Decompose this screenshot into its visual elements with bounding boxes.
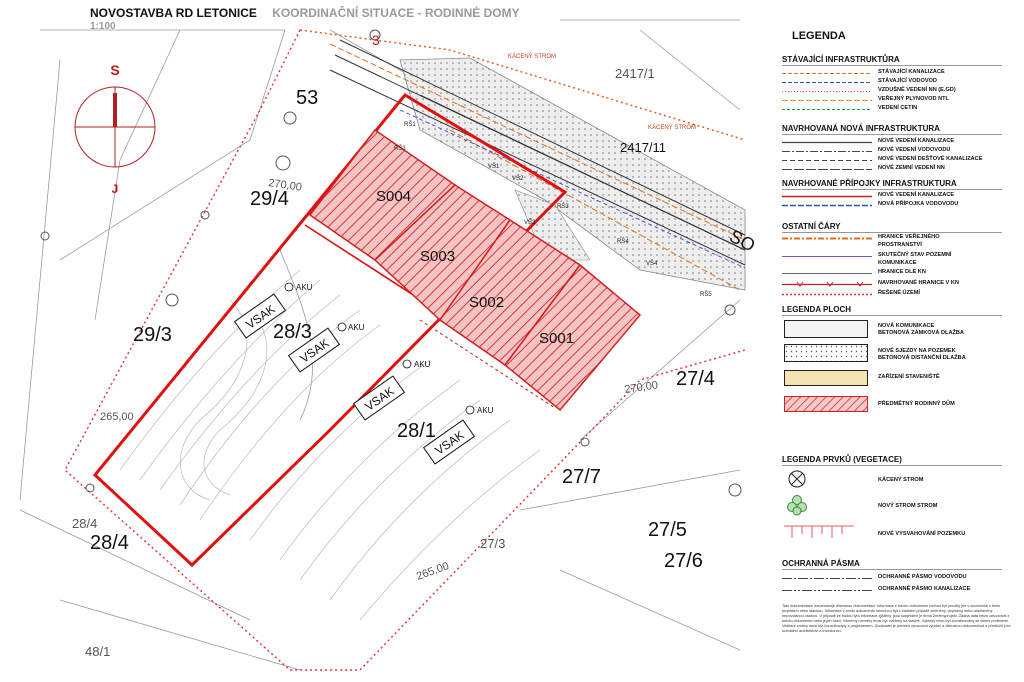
legend-section-existing: STÁVAJÍCÍ INFRASTRUKTŮRA	[782, 55, 1002, 66]
legend-item: NOVÉ VEDENÍ KANALIZACE	[778, 192, 1018, 201]
vsak-label-1: VSAK	[243, 301, 278, 332]
vs2-label: VŠ2	[512, 176, 524, 182]
parcel-27-6: 27/6	[664, 550, 703, 572]
aku-label-3: AKU	[414, 360, 431, 369]
legend-symbol	[782, 138, 872, 147]
legend-item: STÁVAJÍCÍ VODOVOD	[778, 78, 1018, 87]
legend-symbol	[782, 165, 872, 174]
legend-section-vegetation: LEGENDA PRVKŮ (VEGETACE)	[782, 455, 1002, 466]
contour-270-a: 270,00	[267, 177, 303, 194]
parcel-28-4: 28/4	[90, 532, 129, 554]
legend-section-connections: NAVRHOVANÉ PŘÍPOJKY INFRASTRUKTURA	[782, 179, 1002, 190]
legend-symbol	[782, 192, 872, 201]
vsak-label-3: VSAK	[362, 383, 397, 414]
legend-section-areas: LEGENDA PLOCH	[782, 305, 1002, 316]
legend-item: NOVÉ VEDENÍ KANALIZACE	[778, 138, 1018, 147]
street-label: SO	[726, 225, 759, 256]
parcel-labels-medium	[620, 140, 666, 155]
compass-south-label: J	[111, 182, 119, 196]
parcel-53: 53	[296, 87, 319, 109]
vsak-3	[354, 376, 405, 420]
vsak-label-4: VSAK	[432, 427, 467, 458]
parcel-27-3: 27/3	[480, 536, 506, 551]
parcel-3: 3	[372, 32, 380, 48]
vs4-label: VŠ4	[646, 261, 658, 267]
contour-265-a: 265,00	[100, 411, 134, 423]
legend-item: STÁVAJÍCÍ KANALIZACE	[778, 69, 1018, 78]
contour-265-b: 265,00	[414, 560, 451, 583]
legend-item: HRANICE VEŘEJNÉHO	[778, 234, 1018, 243]
legend-symbol	[782, 156, 872, 165]
project-title: NOVOSTAVBA RD LETONICE	[90, 6, 257, 20]
parcel-2417-11: 2417/11	[620, 140, 667, 155]
legend-item: OCHRANNÉ PÁSMO KANALIZACE	[778, 586, 1018, 595]
rs3-label: RŠ3	[557, 204, 569, 210]
legend-item: VEŘEJNÝ PLYNOVOD NTL	[778, 96, 1018, 105]
parcel-27-5: 27/5	[648, 519, 687, 541]
parcel-2417-1: 2417/1	[615, 66, 655, 81]
house-label-s004: S004	[376, 188, 412, 205]
rs2-label: RŠ1	[394, 146, 406, 152]
rs4-label: RŠ4	[617, 239, 629, 245]
legend-item: NOVÉ VEDENÍ DEŠŤOVÉ KANALIZACE	[778, 156, 1018, 165]
vsak-label-2: VSAK	[297, 335, 332, 366]
parcel-29-3: 29/3	[133, 324, 172, 346]
legend-item: KÁCENÝ STROM	[878, 477, 924, 483]
legend-symbol	[782, 280, 872, 289]
aku-label-2: AKU	[348, 323, 365, 332]
legend-item: NOVÉ ZEMNÍ VEDENÍ NN	[778, 165, 1018, 174]
rs1-label: RŠ1	[404, 122, 416, 128]
legend-item: VZDUŠNÉ VEDENÍ NN (E.GD)	[778, 87, 1018, 96]
parcel-27-7: 27/7	[562, 466, 601, 488]
legend-symbol	[782, 147, 872, 156]
legend-item: PŘEDMĚTNÝ RODINNÝ DŮM	[878, 401, 955, 407]
legend-section-protection: OCHRANNÁ PÁSMA	[782, 559, 1002, 570]
legend-symbol	[782, 78, 872, 87]
aku-label-1: AKU	[296, 283, 313, 292]
parcel-28-3: 28/3	[273, 321, 312, 343]
legend-item: OCHRANNÉ PÁSMO VODOVODU	[778, 574, 1018, 583]
house-label-s002: S002	[469, 294, 505, 311]
legend-section-other-lines: OSTATNÍ ČÁRY	[782, 222, 1002, 233]
legend-item: NOVÉ VEDENÍ VODOVODU	[778, 147, 1018, 156]
contour-270-b: 270,00	[623, 379, 659, 396]
legend-item: SKUTEČNÝ STAV POZEMNÍ	[778, 252, 1018, 261]
compass-north-label: S	[110, 62, 120, 78]
house-label-s003: S003	[420, 248, 456, 265]
legend-title: LEGENDA	[792, 30, 846, 42]
house-label-s001: S001	[539, 330, 575, 347]
legend-item: HRANICE DLE KN	[778, 269, 1018, 278]
parcel-28-4-small: 28/4	[72, 516, 98, 531]
vs3-label: VŠ3	[524, 220, 536, 226]
legend-item: PROSTRANSTVÍ	[878, 242, 922, 248]
compass-north-arrow	[75, 62, 155, 196]
legend-section-new: NAVRHOVANÁ NOVÁ INFRASTRUKTURA	[782, 124, 1002, 135]
legend-item: ŘEŠENÉ ÚZEMÍ	[778, 290, 1018, 299]
parcel-27-4: 27/4	[676, 368, 715, 390]
legend-item: BETONOVÁ DISTANČNÍ DLAŽBA	[878, 355, 966, 361]
legend-item: NOVÉ VYSVAHOVÁNÍ POZEMKU	[878, 531, 966, 537]
parcel-29-4: 29/4	[250, 188, 289, 210]
legend-item: VEDENÍ CETIN	[778, 105, 1018, 114]
felled-tree-label-2: KÁCENÝ STROM	[648, 125, 697, 131]
parcel-28-1: 28/1	[397, 420, 436, 442]
disclaimer-note: Tato dokumentace nenahrazuje dílenskou dokumentaci. Informace z tohoto dokumentu mohou být použity jen v souvislosti s tímto projektem nebo stavbou. Informace v tomto dokumentu nemohou být v žádném případě změněny, doplněny nebo odstraněny nepovolanou osobou. V případě že budou tyto informace zjištěny, jsou subjektem je firma Změlnýprojekt. Žádná data nelze odvozovat z tohoto dokumentu nebo jejich částí. Všechny rozměry musí být ověřeny na stavbě. Výkresy musí být koordinovány se všemi profesemi. Veškeré změny musí být konzultovány s projektantem. Dodavatel je povinen zpracovat výrobní a dílenskou dokumentaci a předložit ji ke schválení architektovi a investorovi.	[782, 604, 1011, 633]
legend-symbol	[782, 201, 872, 210]
rs5-label: RŠ5	[700, 292, 712, 298]
aku-label-4: AKU	[477, 406, 494, 415]
legend-item: BETONOVÁ ZÁMKOVÁ DLAŽBA	[878, 330, 964, 336]
legend-symbol	[782, 269, 872, 278]
cadastral-lines	[20, 20, 740, 670]
legend-item: KOMUNIKACE	[878, 260, 917, 266]
felled-tree-label-1: KÁCENÝ STROM	[508, 54, 557, 60]
vs1-label: VŠ1	[488, 164, 500, 170]
legend-item: NOVÁ KOMUNIKACE	[878, 323, 935, 329]
parcel-48-1: 48/1	[85, 644, 111, 659]
legend-symbol	[782, 96, 872, 105]
drawing-scale: 1:100	[90, 21, 116, 32]
legend-item: ZAŘÍZENÍ STAVENIŠTĚ	[878, 374, 940, 380]
legend-item: NAVRHOVANÉ HRANICE V KN	[778, 280, 1018, 289]
legend-panel	[778, 18, 1024, 682]
legend-symbol	[782, 87, 872, 96]
legend-symbol	[782, 586, 872, 595]
legend-symbol	[782, 574, 872, 583]
legend-symbol	[782, 290, 872, 299]
legend-item: NOVÁ PŘÍPOJKA VODOVODU	[778, 201, 1018, 210]
legend-symbol	[782, 69, 872, 78]
legend-item: NOVÉ SJEZDY NA POZEMEK	[878, 348, 956, 354]
legend-item: NOVÝ STROM STROM	[878, 503, 938, 509]
legend-symbol	[782, 105, 872, 114]
drawing-subtitle: KOORDINAČNÍ SITUACE - RODINNÉ DOMY	[272, 6, 520, 20]
